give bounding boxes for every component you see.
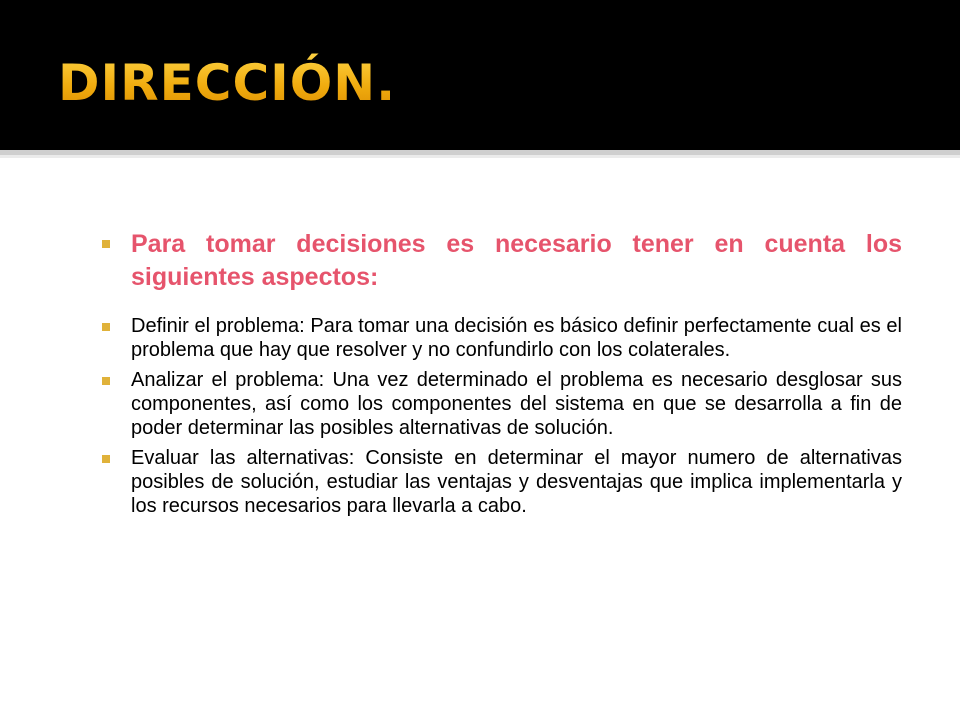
square-bullet-icon — [102, 377, 110, 385]
lead-bullet-item — [102, 228, 902, 294]
title-divider-shadow — [0, 155, 960, 158]
square-bullet-icon — [102, 455, 110, 463]
slide-title: DIRECCIÓN. — [58, 48, 396, 118]
square-bullet-icon — [102, 323, 110, 331]
bullet-item-definir — [102, 314, 902, 362]
bullet-item-evaluar — [102, 446, 902, 518]
bullet-text: Analizar el problema: Una vez determinado el problema es necesario desglosar sus componentes, así como los componentes del sistema en que se desarrolla a fin de poder determinar las posibles alternativas de solución. — [131, 369, 902, 439]
bullet-text: Definir el problema: Para tomar una decisión es básico definir perfectamente cual es el problema que hay que resolver y no confundirlo con los colaterales. — [131, 315, 902, 361]
bullet-item-analizar — [102, 368, 902, 440]
slide-body — [102, 228, 902, 524]
lead-text: Para tomar decisiones es necesario tener en cuenta los siguientes aspectos: — [131, 230, 902, 291]
square-bullet-icon — [102, 240, 110, 248]
bullet-text: Evaluar las alternativas: Consiste en determinar el mayor numero de alternativas posibles de solución, estudiar las ventajas y desventajas que implica implementarla y los recursos necesarios para llevarla a cabo. — [131, 447, 902, 517]
